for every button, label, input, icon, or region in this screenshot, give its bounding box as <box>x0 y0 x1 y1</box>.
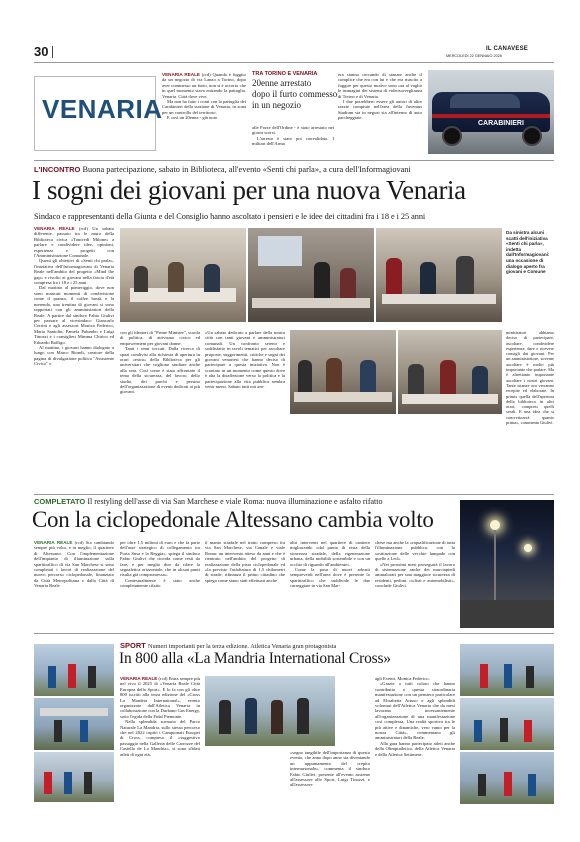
paragraph: ministratori abbiamo deciso di partecipare, ascoltare, condividere esperienze, dare e ricevere consigli dai giovani. Per un amministratore, sovente ascoltare è molto più importante che parlare. Ma è altrettanto importante ascoltare i nostri giovani. Tante istanze ora verranno recepite ed elaborate. In primis quella dell'apertura della biblioteca in altri orari, compresi quelli serali. E una idea che si concretizzerà quanto prima», commenta Giulivi. <box>506 330 554 426</box>
paragraph: alle Forze dell'Ordine - è stato arrestato nei giorni scorsi. <box>252 125 334 136</box>
table-shape <box>402 394 498 404</box>
person-shape <box>420 262 436 296</box>
paragraph: Nella splendida scenario del Parco Naturale La Mandria, sullo stesso percorso che nel 2022 ospitò i Campionati Europei di Cross, compreso il «suggestivo passaggio nella Galleria delle Carrozze del Castello de La Mandria», si sono sfidati atleti di ogni età, <box>120 719 200 757</box>
runner-shape <box>54 720 62 742</box>
kicker-label: SPORT <box>120 641 146 650</box>
byline-city: VENARIA REALE <box>162 72 200 77</box>
top-kicker: TRA TORINO E VENARIA <box>252 71 318 77</box>
kicker-label: L'INCONTRO <box>34 165 81 174</box>
byline-tag: (rcd) <box>201 72 211 77</box>
section-title: VENARIA <box>42 94 163 124</box>
bike-path-night-photo <box>460 500 554 628</box>
sport-headline: In 800 alla «La Mandria International Cross» <box>119 650 391 667</box>
person-shape <box>297 698 309 734</box>
byline-city: VENARIA REALE <box>34 226 75 231</box>
paragraph: chese ma anche la «riqualificazione di tutta l'illuminazione pubblica, con la sostituzione delle vecchie lampade con quelle a Led». <box>375 540 455 562</box>
paragraph: per oltre 1,5 milioni di euro e che fa parte dell'asse strategico di collegamento tra Porta Susa e la Reggia», spiega il sindaco Fabio Giulivi che ricorda come resti da fare, e per meglio dire da rifare la segnaletica orizzontale, che in alcuni punti risulta già compromessa». <box>120 540 200 578</box>
header-date: MERCOLEDÌ 22 GENNAIO 2025 <box>446 54 502 58</box>
paragraph: agli Eventi, Monica Federico. <box>375 676 430 681</box>
person-shape <box>360 360 376 394</box>
bike-bottom-rule <box>34 633 554 634</box>
banner-shape <box>40 708 108 716</box>
kicker-subtitle: Il restyling dell'asse di via San Marchese e viale Roma: nuova illuminazione e asfalto rifatto <box>87 497 383 506</box>
top-article-col3 <box>338 72 422 152</box>
event-photo-1 <box>120 228 246 322</box>
paragraph: era stanno cercando di stanare anche il complice che era con lui e che era riuscito a fuggire per questo motivo sono ora al vaglio le immagini dei sistemi di videosorveglianza di Torino e di Venaria. <box>338 72 422 99</box>
cross-race-photo-6 <box>460 698 554 750</box>
bike-article-col1 <box>34 540 114 628</box>
paragraph: «Un sabato dedicato a parlare della nostra città con tanti giovani e amministratori comunali. Un confronto sereno e soddisfatto in tavoli tematici per ascoltare proposte, suggerimenti, critiche e sogni dei giovani venariesi che hanno deciso di partecipare a questa iniziativa. Non è scontato in un momento come questo dove è alta la disaffezione verso la politica e la partecipazione alla vita pubblica sembra venir meno. Sabato tutti noi am- <box>205 330 285 390</box>
paragraph: E così un 20enne - già noto <box>167 115 218 121</box>
person-shape <box>298 360 312 394</box>
paragraph: con gli ideatori di "Prime Minister", scuola di politica, di attivismo civico ed empowerment per giovani donne. <box>120 330 200 346</box>
paragraph: Dal mattino al pomeriggio, dove non sono mancati momenti di condivisione come il pranzo, il coffee break e la merenda, una trentina di giovani si sono rapportati con gli amministratori della Reale. A partire dal sindaco Fabio Giulivi per passare al vicesindaco Giancarlo Cerrini e agli assessori Monica Federico, Marta Santolin, Pamela Palumbo e Luigi Tinozzi e i consiglieri Mimma Chirico ed Edoardo Baffigo. <box>34 285 114 345</box>
person-shape <box>386 258 402 296</box>
event-photo-2 <box>248 228 374 322</box>
table-shape <box>382 294 496 304</box>
byline-tag: (rcd) <box>158 676 168 681</box>
runner-shape <box>64 772 72 794</box>
paragraph: Ma non ha fatto i conti con la pattuglia dei Carabinieri della stazione di Venaria, in zona per un controllo del territorio. <box>162 99 246 115</box>
paragraph: Come la posa di nuovi arbusti sempreverdi nell'area dove è presente lo spartitraffico che suddivide le due carreggiate in via San Mar- <box>290 567 370 589</box>
masthead: IL CANAVESE <box>486 46 528 52</box>
lamp-pole <box>494 530 496 600</box>
top-bottom-rule <box>34 160 554 161</box>
cross-race-photo-1 <box>34 644 114 696</box>
paragraph: Un sabato differente, passato tra le mura della Biblioteca civica «Tancredi Milone» a parlare e condividere idee, opinioni, esperienze e progetti con l'Amministrazione Comunale. <box>34 226 114 259</box>
kicker-label: COMPLETATO <box>34 497 86 506</box>
car-wheel <box>522 126 542 146</box>
bike-article-col3 <box>205 540 285 628</box>
cross-race-photo-2 <box>34 698 114 750</box>
cross-race-photo-4 <box>205 676 335 746</box>
road-shape <box>460 600 554 628</box>
photo-caption: Da sinistra alcuni scatti dell'iniziativa «Senti chi parla», indetta dall'Informagiovani: una occasione di dialogo aperto fra giovani e Comune <box>506 230 550 275</box>
page-number: 30 <box>34 44 49 59</box>
main-subhead: Sindaco e rappresentanti della Giunta e del Consiglio hanno ascoltato i pensieri e le idee dei cittadini fra i 18 e i 25 anni <box>34 212 426 221</box>
paragraph: Al mattino, i giovani hanno dialogato a lungo con Marco Biondi, creatore della pagina di divulgazione politica "Assistente Civico" e <box>34 344 114 367</box>
event-photo-3 <box>376 228 502 322</box>
header-divider-left <box>52 46 53 58</box>
kicker-subtitle: Numeri importanti per la terza edizione. Atletica Venaria gran protagonista <box>147 643 337 650</box>
runner-shape <box>528 774 536 796</box>
person-shape <box>245 698 257 734</box>
sport-article-col1 <box>120 676 200 806</box>
paragraph: Questi gli obiettivi di «Senti chi parla», l'iniziativa dell'Informagiovani di Venaria Reale nell'ambito del progetto «Mind the gap» e rivolto ai giovani nella fascia d'età compresa fra i 18 e i 25 anni. <box>34 258 114 286</box>
main-headline: I sogni dei giovani per una nuova Venaria <box>32 175 466 205</box>
main-article-col4 <box>506 330 554 490</box>
paragraph: il manto stradale nel tratto compreso fra via San Marchese, via Canale e viale Roma: un intervento atteso da anni e che è rientrato nell'ambito del progetto di realizzazione della pista ciclopedonale ed «la previsto l'asfaltatura di 1,5 chilometri di strade, rifinanza il primo cittadino che spiega come siano stati effettuati anche <box>205 540 285 583</box>
main-kicker <box>34 165 411 174</box>
person-shape <box>314 262 330 298</box>
top-article-col1 <box>162 72 246 152</box>
paragraph: I due potrebbero essere gli autori di altre razzie compiute nell'area della Juventus Stadium sia in negozi sia all'interno di auto parcheggiate. <box>338 99 422 121</box>
cross-race-photo-3 <box>34 752 114 802</box>
person-shape <box>204 264 220 292</box>
paragraph: Sta cambiando sempre più volto, e in meglio, il quartiere di Altessano. Con l'implementazione dell'impianto di illuminazione sulla spartitraffico di via San Marchese si sono completati i lavori di realizzazione del nuovo percorso ciclopedonale, finanziato da Città Metropolitana e dalla Città di Venaria Reale <box>34 540 114 589</box>
paragraph: altri interventi nel quartiere di cantiere migliorando «dal punto di vista della sicurezza stradale, della rigenerazione urbana, della mobilità sostenibile e con un occhio di riguardo all'ambiente». <box>290 540 370 567</box>
street-lamp <box>524 544 532 552</box>
bike-article-col2 <box>120 540 200 628</box>
byline-tag: (rcd) <box>74 540 84 545</box>
main-article-col3 <box>205 330 285 490</box>
carabinieri-car-photo <box>428 70 554 154</box>
runner-shape <box>478 774 486 796</box>
person-shape <box>134 266 148 292</box>
main-bottom-rule <box>34 494 554 495</box>
top-headline-line3: in un negozio <box>252 100 301 110</box>
person-shape <box>340 268 356 300</box>
sport-article-col2 <box>290 750 370 806</box>
sport-kicker <box>120 641 336 650</box>
paragraph: Quando è fuggito da un negozio di via Lanzo a Torino, dopo aver commesso un furto, non si è accorto che in quel momento stava entrando la pattuglia. Venaria. Città dove vive. <box>162 72 246 99</box>
runner-shape <box>48 666 56 688</box>
bike-article-col4 <box>290 540 370 628</box>
byline-city: VENARIA REALE <box>120 676 158 681</box>
bike-kicker <box>34 497 382 506</box>
runner-shape <box>80 720 88 742</box>
event-photo-5 <box>398 330 502 414</box>
runner-shape <box>504 772 512 796</box>
table-shape <box>252 298 370 308</box>
bike-article-col5 <box>375 540 455 628</box>
car-wheel <box>442 126 462 146</box>
header-rule <box>34 62 554 63</box>
sport-article-col3 <box>375 676 455 806</box>
car-stripe <box>432 114 550 118</box>
person-shape <box>168 262 184 292</box>
paragraph: Entra sempre più nel vivo il 2025 di «Venaria Reale Città Europea dello Sport». E lo fa con gli oltre 800 iscritti alla terza edizione del «Cross La Mandria International», evento organizzato dall'Atletica Venaria in collaborazione con la Durbano Gas Energy, sotto l'egida della Fidal Piemonte. <box>120 676 200 719</box>
main-article-col1 <box>34 226 114 486</box>
screen-shape <box>258 236 302 266</box>
sport-article-col2b <box>205 750 285 806</box>
person-shape <box>219 700 231 734</box>
car-window <box>450 94 520 108</box>
cross-race-photo-7 <box>460 752 554 804</box>
top-headline-line2: dopo il furto commesso <box>252 89 338 99</box>
top-article-col2 <box>252 125 334 155</box>
runner-shape <box>474 720 482 742</box>
top-headline-line1: 20enne arrestato <box>252 78 312 88</box>
runner-shape <box>68 664 76 688</box>
runner-shape <box>524 720 532 742</box>
paragraph: Tanti i temi toccati. Dalla ricerca di spazi condivisi alla richiesta di apertura in orari «extra» della Biblioteca per gli universitari che vogliono studiare anche alla sera. Così come è stato affrontato il tema della sicurezza, del lavoro, dello studio, dei parchi e persino dell'organizzazione di eventi dedicati ai più giovani. <box>120 346 200 395</box>
person-shape <box>271 700 283 734</box>
kicker-subtitle: Buona partecipazione, sabato in Biblioteca, all'evento «Senti chi parla», a cura dell'Informagiovani <box>82 165 411 174</box>
runner-shape <box>504 664 512 688</box>
byline-tag: (rcd) <box>78 226 88 231</box>
runner-shape <box>500 718 508 742</box>
person-shape <box>456 256 474 296</box>
car-lettering: CARABINIERI <box>478 120 524 127</box>
runner-shape <box>526 666 534 688</box>
runner-shape <box>88 666 96 688</box>
event-photo-4 <box>290 330 396 414</box>
paragraph: Contestualmente è stato anche completamente rifatto <box>120 577 200 589</box>
street-lamp <box>490 520 500 530</box>
runner-shape <box>480 664 488 688</box>
person-shape <box>408 364 424 396</box>
person-shape <box>440 360 456 396</box>
byline-city: VENARIA REALE <box>34 540 73 545</box>
runner-shape <box>84 772 92 794</box>
person-shape <box>326 358 342 394</box>
main-article-col2 <box>120 330 200 490</box>
person-shape <box>472 366 488 396</box>
paragraph: «Nei prossimi mesi proseguirà il lavoro di sistemazione anche dei marciapiedi ammalorati per una maggiore sicurezza di residenti, pedoni, ciclisti e automobilisti», conclude Giulivi. <box>375 561 455 589</box>
paragraph: L'arresto è stato poi convalidato. I militari dell'Arma <box>252 135 334 147</box>
paragraph: Alla gara hanno partecipato atleti anche della Olimpiatletica, della Atletica Venaria e della Atletica Settimese. <box>375 740 455 757</box>
table-shape <box>294 392 392 402</box>
paragraph: «Grazie a tutti coloro che hanno contribuito a questa straordinaria manifestazione con un pensiero particolare ad Elisabetta Artuso e agli splendidi volontari dell'Atletica Venaria che da mesi lavorano incessantemente all'organizzazione di una manifestazione così complessa. Una realtà sportiva tra le più attive e dinamiche, vero vanto per la nostra Città», commentano gli amministratori della Reale. <box>375 681 455 741</box>
bike-headline: Con la ciclopedonale Altessano cambia volto <box>32 507 434 532</box>
cross-race-photo-5 <box>460 644 554 696</box>
paragraph: «segno tangibile dell'importanza di questo evento, che anno dopo anno sta diventando un appuntamento del crepito internazionale», commenta il sindaco Fabio Giulivi, presente all'evento assieme all'assessore allo Sport, Luigi Tinozzi, e all'assessore <box>290 750 370 788</box>
runner-shape <box>44 772 52 794</box>
